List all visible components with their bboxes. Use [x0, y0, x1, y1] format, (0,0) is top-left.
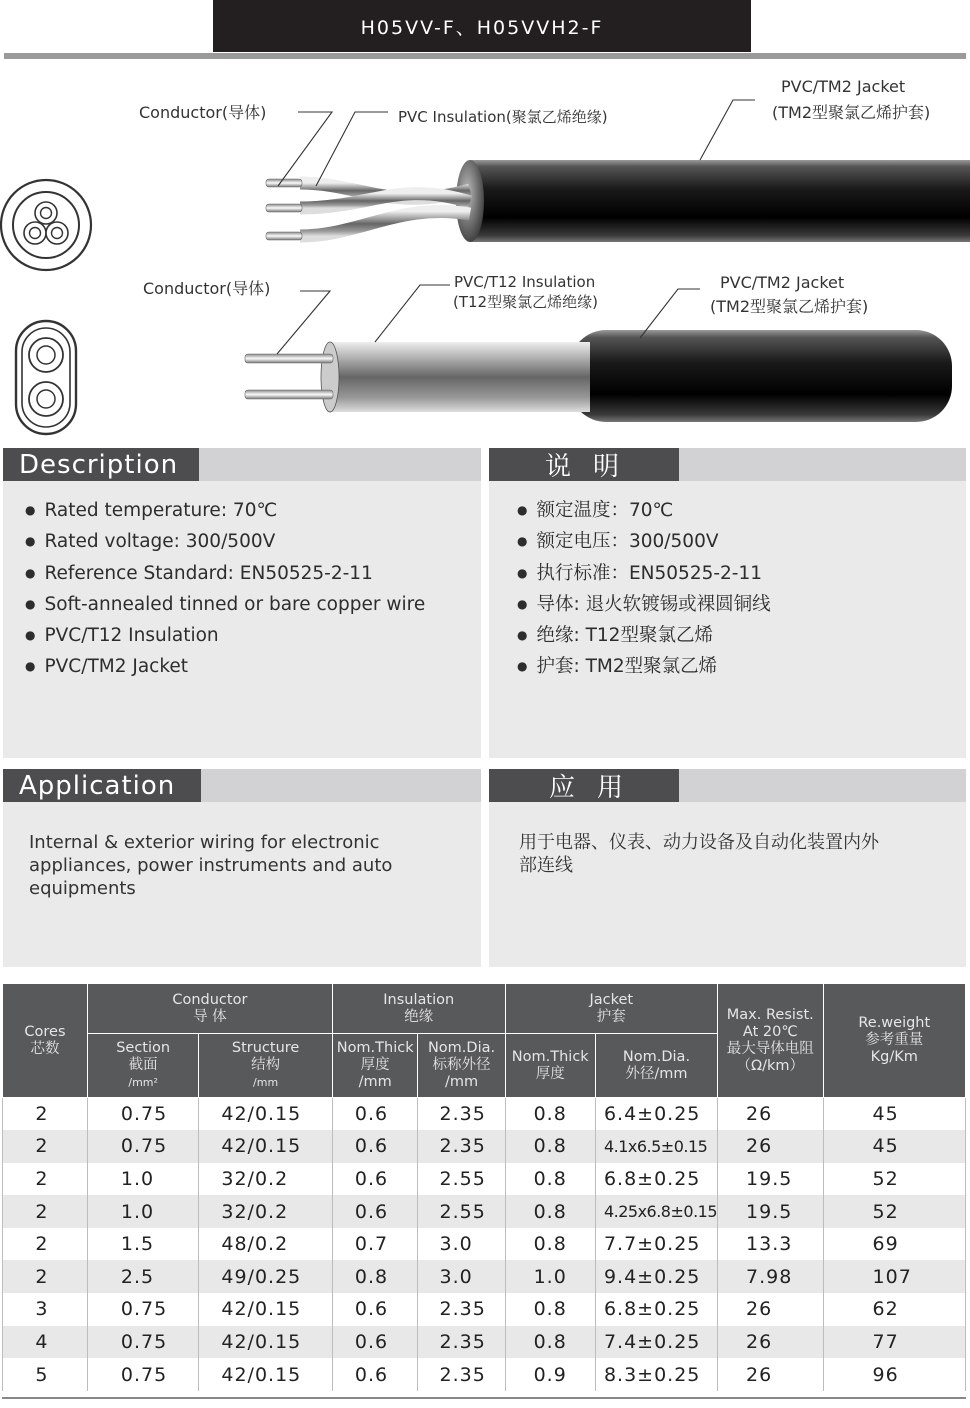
header-text: 厚度	[535, 1065, 565, 1082]
round-conductor-label: Conductor(导体)	[139, 103, 267, 122]
table-cell: 0.8	[505, 1098, 595, 1131]
list-item: ● Reference Standard: EN50525-2-11	[25, 559, 425, 590]
header-ins-dia	[418, 1034, 505, 1098]
table-cell: 2.35	[418, 1293, 505, 1326]
round-cable-cross-section	[1, 180, 91, 270]
table-cell: 2	[3, 1228, 88, 1261]
table-cell: 0.8	[332, 1260, 418, 1293]
header-text: Nom.Dia.	[427, 1040, 496, 1056]
table-cell: 0.75	[87, 1293, 198, 1326]
table-row	[3, 1260, 966, 1293]
table-cell: 62	[823, 1293, 965, 1326]
header-text: 结构	[251, 1057, 281, 1073]
header-text: /mm²	[128, 1076, 158, 1089]
table-cell: 48/0.2	[199, 1228, 333, 1261]
product-title-bar	[213, 0, 751, 52]
table-cell: 3.0	[418, 1260, 505, 1293]
table-cell: 32/0.2	[199, 1163, 333, 1196]
table-cell: 0.75	[87, 1130, 198, 1163]
flat-jacket-label-en: PVC/TM2 Jacket	[720, 273, 845, 292]
table-cell: 0.6	[332, 1130, 418, 1163]
table-cell: 13.3	[718, 1228, 824, 1261]
description-panel-cn	[489, 448, 966, 758]
table-cell: 7.4±0.25	[595, 1326, 717, 1359]
header-text: 外径/mm	[625, 1065, 688, 1082]
table-cell: 0.6	[332, 1195, 418, 1228]
table-cell: 0.8	[505, 1195, 595, 1228]
header-text: /mm	[253, 1076, 279, 1089]
table-cell: 2.35	[418, 1098, 505, 1131]
header-conductor	[87, 984, 332, 1034]
description-list-en	[25, 496, 425, 684]
table-cell: 4	[3, 1326, 88, 1359]
application-text-en: Internal & exterior wiring for electronic appliances, power instruments and auto equipments	[29, 832, 393, 899]
round-insulation-label: PVC Insulation(聚氯乙烯绝缘)	[398, 108, 608, 126]
table-row	[3, 1228, 966, 1261]
header-text: 导 体	[193, 1008, 227, 1025]
header-text: /mm	[444, 1074, 479, 1090]
table-cell: 0.6	[332, 1163, 418, 1196]
table-cell: 42/0.15	[199, 1358, 333, 1391]
header-insulation	[332, 984, 505, 1034]
table-cell: 42/0.15	[199, 1293, 333, 1326]
table-row	[3, 1163, 966, 1196]
table-cell: 52	[823, 1195, 965, 1228]
table-cell: 26	[718, 1098, 824, 1131]
table-cell: 4.25x6.8±0.15	[595, 1195, 717, 1228]
table-cell: 2	[3, 1130, 88, 1163]
table-cell: 2.35	[418, 1358, 505, 1391]
table-cell: 0.6	[332, 1098, 418, 1131]
table-cell: 2.55	[418, 1163, 505, 1196]
table-cell: 42/0.15	[199, 1326, 333, 1359]
list-item: ● Soft-annealed tinned or bare copper wire	[25, 590, 425, 621]
table-row	[3, 1358, 966, 1391]
table-cell: 0.6	[332, 1358, 418, 1391]
table-cell: 69	[823, 1228, 965, 1261]
flat-conductor-label: Conductor(导体)	[143, 279, 271, 298]
header-text: Section	[116, 1040, 171, 1056]
header-text: /mm	[358, 1074, 392, 1090]
table-cell: 49/0.25	[199, 1260, 333, 1293]
header-section	[87, 1034, 198, 1098]
table-row	[3, 1130, 966, 1163]
round-jacket-label-en: PVC/TM2 Jacket	[781, 77, 906, 96]
table-cell: 2	[3, 1163, 88, 1196]
header-text: 截面	[128, 1057, 158, 1073]
table-cell: 26	[718, 1130, 824, 1163]
table-row	[3, 1098, 966, 1131]
table-cell: 1.0	[87, 1163, 198, 1196]
header-text: Cores	[24, 1023, 66, 1040]
table-cell: 0.8	[505, 1163, 595, 1196]
table-cell: 0.7	[332, 1228, 418, 1261]
header-weight	[823, 984, 965, 1098]
product-title: H05VV-F、H05VVH2-F	[360, 16, 604, 39]
round-jacket-label-cn: (TM2型聚氯乙烯护套)	[772, 103, 931, 122]
table-cell: 8.3±0.25	[595, 1358, 717, 1391]
table-cell: 26	[718, 1293, 824, 1326]
header-text: Re.weight	[858, 1015, 931, 1031]
table-cell: 2.55	[418, 1195, 505, 1228]
list-item: ● 额定温度：70℃	[517, 496, 771, 527]
table-cell: 6.4±0.25	[595, 1098, 717, 1131]
header-text: Nom.Thick	[336, 1040, 414, 1056]
table-row	[3, 1195, 966, 1228]
list-item: ● PVC/T12 Insulation	[25, 621, 425, 652]
table-cell: 9.4±0.25	[595, 1260, 717, 1293]
table-cell: 1.0	[87, 1195, 198, 1228]
table-cell: 0.8	[505, 1326, 595, 1359]
table-cell: 4.1x6.5±0.15	[595, 1130, 717, 1163]
header-max-resist	[718, 984, 824, 1098]
table-cell: 2.5	[87, 1260, 198, 1293]
flat-jacket-label-cn: (TM2型聚氯乙烯护套)	[710, 297, 869, 316]
table-cell: 7.7±0.25	[595, 1228, 717, 1261]
table-cell: 1.5	[87, 1228, 198, 1261]
table-cell: 0.75	[87, 1326, 198, 1359]
header-jkt-dia	[595, 1034, 717, 1098]
header-structure	[199, 1034, 333, 1098]
table-cell: 2.35	[418, 1130, 505, 1163]
table-cell: 7.98	[718, 1260, 824, 1293]
table-cell: 45	[823, 1130, 965, 1163]
table-cell: 107	[823, 1260, 965, 1293]
table-cell: 19.5	[718, 1163, 824, 1196]
table-cell: 6.8±0.25	[595, 1163, 717, 1196]
table-cell: 2	[3, 1195, 88, 1228]
table-row	[3, 1293, 966, 1326]
table-cell: 96	[823, 1358, 965, 1391]
header-jacket	[505, 984, 717, 1034]
table-cell: 2	[3, 1098, 88, 1131]
cable-diagram	[0, 62, 970, 447]
header-text: 参考重量	[865, 1032, 924, 1048]
header-text: Kg/Km	[870, 1049, 918, 1065]
header-text: 护套	[596, 1008, 626, 1025]
header-text: Jacket	[589, 991, 634, 1008]
table-cell: 19.5	[718, 1195, 824, 1228]
table-cell: 5	[3, 1358, 88, 1391]
table-cell: 3.0	[418, 1228, 505, 1261]
application-panel-cn	[489, 769, 966, 967]
list-item: ● 额定电压：300/500V	[517, 527, 771, 558]
table-cell: 6.8±0.25	[595, 1293, 717, 1326]
header-text: 绝缘	[404, 1008, 434, 1025]
flat-insulation-label-cn: (T12型聚氯乙烯绝缘)	[453, 293, 598, 311]
title-divider	[4, 53, 966, 59]
specification-table	[2, 983, 966, 1391]
table-cell: 0.8	[505, 1130, 595, 1163]
table-cell: 45	[823, 1098, 965, 1131]
application-heading: Application	[3, 769, 201, 802]
header-text: 最大导体电阻	[726, 1040, 814, 1057]
table-cell: 42/0.15	[199, 1130, 333, 1163]
header-text: 标称外径	[432, 1057, 491, 1073]
header-text: （Ω/km）	[736, 1057, 805, 1074]
table-cell: 0.6	[332, 1326, 418, 1359]
table-bottom-rule	[2, 1397, 966, 1399]
header-text: At 20℃	[742, 1023, 798, 1040]
header-text: 厚度	[360, 1057, 390, 1073]
application-heading-cn: 应用	[489, 769, 679, 802]
table-cell: 1.0	[505, 1260, 595, 1293]
table-cell: 52	[823, 1163, 965, 1196]
table-cell: 3	[3, 1293, 88, 1326]
header-jkt-thick	[505, 1034, 595, 1098]
table-cell: 0.75	[87, 1098, 198, 1131]
specification-rows	[3, 1098, 966, 1391]
header-ins-thick	[332, 1034, 418, 1098]
table-cell: 0.6	[332, 1293, 418, 1326]
table-cell: 0.9	[505, 1358, 595, 1391]
list-item: ● Rated temperature: 70℃	[25, 496, 425, 527]
table-cell: 42/0.15	[199, 1098, 333, 1131]
header-text: Insulation	[383, 991, 455, 1008]
table-cell: 0.8	[505, 1228, 595, 1261]
flat-cable-cross-section	[16, 321, 76, 434]
list-item: ● Rated voltage: 300/500V	[25, 527, 425, 558]
table-cell: 26	[718, 1358, 824, 1391]
description-panel-en	[3, 448, 481, 758]
header-text: Structure	[231, 1040, 300, 1056]
list-item: ● PVC/TM2 Jacket	[25, 652, 425, 683]
table-cell: 32/0.2	[199, 1195, 333, 1228]
table-cell: 2.35	[418, 1326, 505, 1359]
table-cell: 26	[718, 1326, 824, 1359]
description-heading: Description	[3, 448, 199, 481]
application-panel-en	[3, 769, 481, 967]
list-item: ● 护套: TM2型聚氯乙烯	[517, 652, 771, 683]
header-text: Conductor	[172, 991, 248, 1008]
header-text: 芯数	[30, 1040, 60, 1057]
table-cell: 2	[3, 1260, 88, 1293]
header-text: Max. Resist.	[726, 1006, 814, 1023]
header-text: Nom.Dia.	[622, 1048, 691, 1065]
header-cores	[3, 984, 88, 1098]
flat-insulation-label-en: PVC/T12 Insulation	[454, 273, 596, 291]
application-text-cn: 用于电器、仪表、动力设备及自动化装置内外部连线	[519, 832, 879, 876]
table-cell: 77	[823, 1326, 965, 1359]
table-cell: 0.8	[505, 1293, 595, 1326]
header-text: Nom.Thick	[511, 1048, 589, 1065]
list-item: ● 执行标准：EN50525-2-11	[517, 559, 771, 590]
list-item: ● 绝缘: T12型聚氯乙烯	[517, 621, 771, 652]
list-item: ● 导体: 退火软镀锡或裸圆铜线	[517, 590, 771, 621]
description-heading-cn: 说明	[489, 448, 679, 481]
description-list-cn	[517, 496, 771, 684]
table-cell: 0.75	[87, 1358, 198, 1391]
table-row	[3, 1326, 966, 1359]
